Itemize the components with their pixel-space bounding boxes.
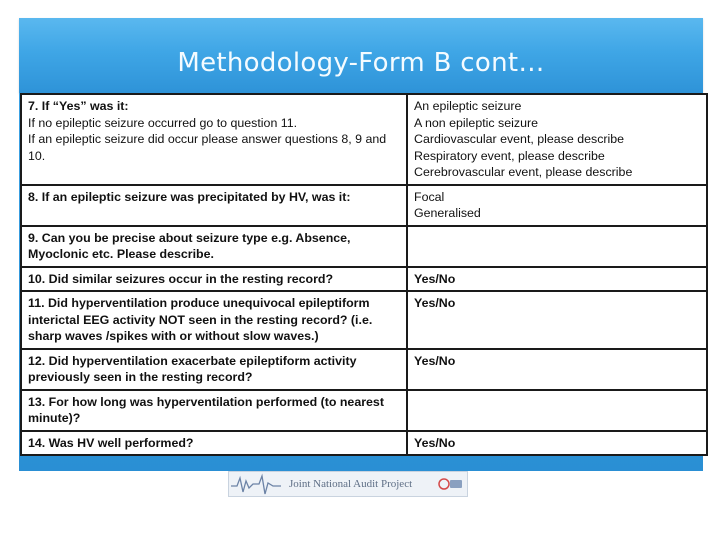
table-row-q7	[21, 94, 707, 185]
ans-logo-icon	[435, 472, 467, 496]
answer-cell: Yes/No	[407, 349, 707, 390]
answer-cell-empty	[407, 390, 707, 431]
answer-option: Cardiovascular event, please describe	[414, 132, 625, 146]
answer-option: A non epileptic seizure	[414, 115, 538, 130]
question-cell: 11. Did hyperventilation produce unequivocal epileptiform interictal EEG activity NOT seen in the resting record? (i.e. sharp waves /spikes with or without slow waves.)	[21, 291, 407, 349]
answer-cell	[407, 185, 707, 226]
table-row-q10	[21, 267, 707, 292]
answer-option: An epileptic seizure	[414, 99, 522, 113]
question-cell: 9. Can you be precise about seizure type e.g. Absence, Myoclonic etc. Please describe.	[21, 226, 407, 267]
form-b-table	[20, 93, 708, 456]
question-cell: 13. For how long was hyperventilation performed (to nearest minute)?	[21, 390, 407, 431]
answer-option: Generalised	[414, 206, 481, 220]
answer-cell: Yes/No	[407, 291, 707, 349]
question-7-note-1: If no epileptic seizure occurred go to question 11.	[28, 115, 298, 130]
table-row-q8	[21, 185, 707, 226]
eeg-waveform-icon	[229, 472, 283, 496]
table-row-q14	[21, 431, 707, 456]
table-row-q9	[21, 226, 707, 267]
question-7-note-2: If an epileptic seizure did occur please answer questions 8, 9 and 10.	[28, 132, 387, 163]
footer-logo-text: Joint National Audit Project	[289, 478, 413, 490]
answer-option: Respiratory event, please describe	[414, 148, 605, 163]
footer-logo	[228, 471, 468, 497]
question-cell	[21, 94, 407, 185]
table-row-q12	[21, 349, 707, 390]
answer-cell-empty	[407, 226, 707, 267]
question-cell: 8. If an epileptic seizure was precipitated by HV, was it:	[21, 185, 407, 226]
answer-option: Cerebrovascular event, please describe	[414, 165, 633, 179]
table-row-q13	[21, 390, 707, 431]
answer-option: Focal	[414, 189, 445, 204]
table-row-q11	[21, 291, 707, 349]
answer-cell: Yes/No	[407, 431, 707, 456]
question-cell: 10. Did similar seizures occur in the resting record?	[21, 267, 407, 292]
slide-title: Methodology-Form B cont…	[177, 48, 545, 78]
question-cell: 14. Was HV well performed?	[21, 431, 407, 456]
question-7-title: 7. If “Yes” was it:	[28, 99, 129, 113]
question-cell: 12. Did hyperventilation exacerbate epileptiform activity previously seen in the resting record?	[21, 349, 407, 390]
answer-cell: Yes/No	[407, 267, 707, 292]
answer-cell	[407, 94, 707, 185]
